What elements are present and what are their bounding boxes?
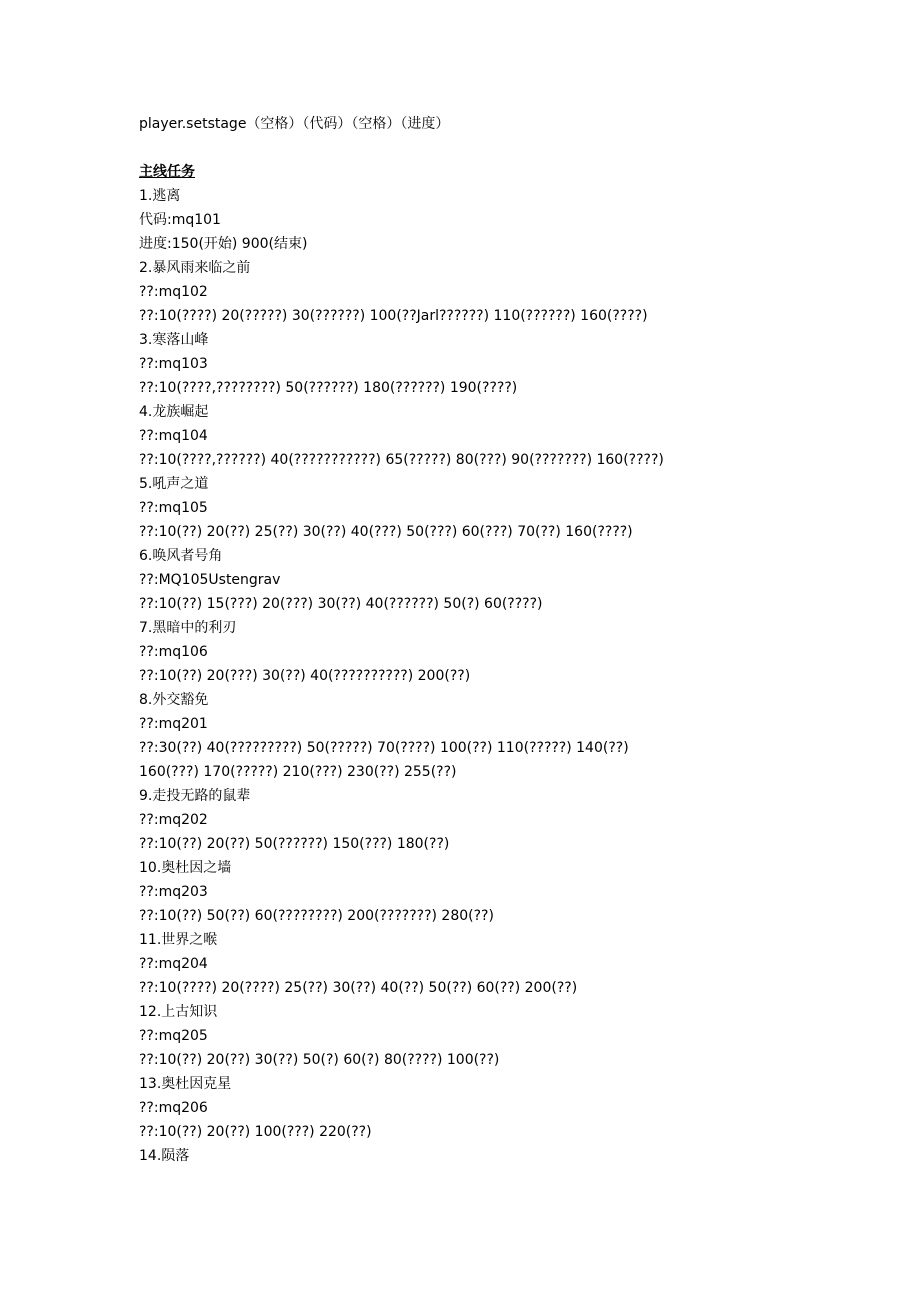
quest-stages: ??:10(????,????????) 50(??????) 180(??????) 190(????) xyxy=(139,380,518,396)
quest-code: ??:mq203 xyxy=(139,884,208,900)
quest-stages: ??:30(??) 40(?????????) 50(?????) 70(????) 100(??) 110(?????) 140(??) xyxy=(139,740,629,756)
quest-title: 10.奥杜因之墙 xyxy=(139,860,232,876)
quest-code: ??:mq204 xyxy=(139,956,208,972)
quest-stages-continued: 160(???) 170(?????) 210(???) 230(??) 255(??) xyxy=(139,764,457,780)
quest-title: 3.寒落山峰 xyxy=(139,332,209,348)
quest-stages: 进度:150(开始) 900(结束) xyxy=(139,236,308,252)
quest-title: 9.走投无路的鼠辈 xyxy=(139,788,251,804)
quest-title: 11.世界之喉 xyxy=(139,932,218,948)
quest-code: ??:mq103 xyxy=(139,356,208,372)
quest-title: 13.奥杜因克星 xyxy=(139,1076,232,1092)
quest-stages: ??:10(??) 20(??) 100(???) 220(??) xyxy=(139,1124,372,1140)
quest-code: 代码:mq101 xyxy=(139,212,221,228)
quest-code: ??:mq202 xyxy=(139,812,208,828)
quest-title: 7.黑暗中的利刃 xyxy=(139,620,237,636)
quest-stages: ??:10(????,??????) 40(???????????) 65(?????) 80(???) 90(???????) 160(????) xyxy=(139,452,664,468)
quest-stages: ??:10(??) 50(??) 60(????????) 200(???????) 280(??) xyxy=(139,908,494,924)
quest-code: ??:mq206 xyxy=(139,1100,208,1116)
quest-title: 8.外交豁免 xyxy=(139,692,209,708)
quest-stages: ??:10(??) 20(??) 50(??????) 150(???) 180(??) xyxy=(139,836,450,852)
quest-stages: ??:10(??) 15(???) 20(???) 30(??) 40(??????) 50(?) 60(????) xyxy=(139,596,543,612)
quest-title: 14.陨落 xyxy=(139,1148,190,1164)
quest-code: ??:mq205 xyxy=(139,1028,208,1044)
section-title: 主线任务 xyxy=(139,164,195,180)
quest-title: 2.暴风雨来临之前 xyxy=(139,260,251,276)
quest-stages: ??:10(??) 20(??) 25(??) 30(??) 40(???) 50(???) 60(???) 70(??) 160(????) xyxy=(139,524,633,540)
quest-title: 4.龙族崛起 xyxy=(139,404,209,420)
quest-title: 5.吼声之道 xyxy=(139,476,209,492)
quest-code: ??:mq102 xyxy=(139,284,208,300)
quest-stages: ??:10(????) 20(?????) 30(??????) 100(??Jarl??????) 110(??????) 160(????) xyxy=(139,308,648,324)
quest-code: ??:mq104 xyxy=(139,428,208,444)
quest-stages: ??:10(??) 20(??) 30(??) 50(?) 60(?) 80(????) 100(??) xyxy=(139,1052,500,1068)
setstage-command: player.setstage（空格）（代码）（空格）（进度） xyxy=(139,116,450,132)
quest-code: ??:mq106 xyxy=(139,644,208,660)
quest-code: ??:mq201 xyxy=(139,716,208,732)
quest-stages: ??:10(??) 20(???) 30(??) 40(??????????) 200(??) xyxy=(139,668,471,684)
quest-title: 1.逃离 xyxy=(139,188,181,204)
quest-title: 12.上古知识 xyxy=(139,1004,218,1020)
quest-code: ??:MQ105Ustengrav xyxy=(139,572,281,588)
quest-code: ??:mq105 xyxy=(139,500,208,516)
quest-title: 6.唤风者号角 xyxy=(139,548,223,564)
quest-stages: ??:10(????) 20(????) 25(??) 30(??) 40(??) 50(??) 60(??) 200(??) xyxy=(139,980,578,996)
